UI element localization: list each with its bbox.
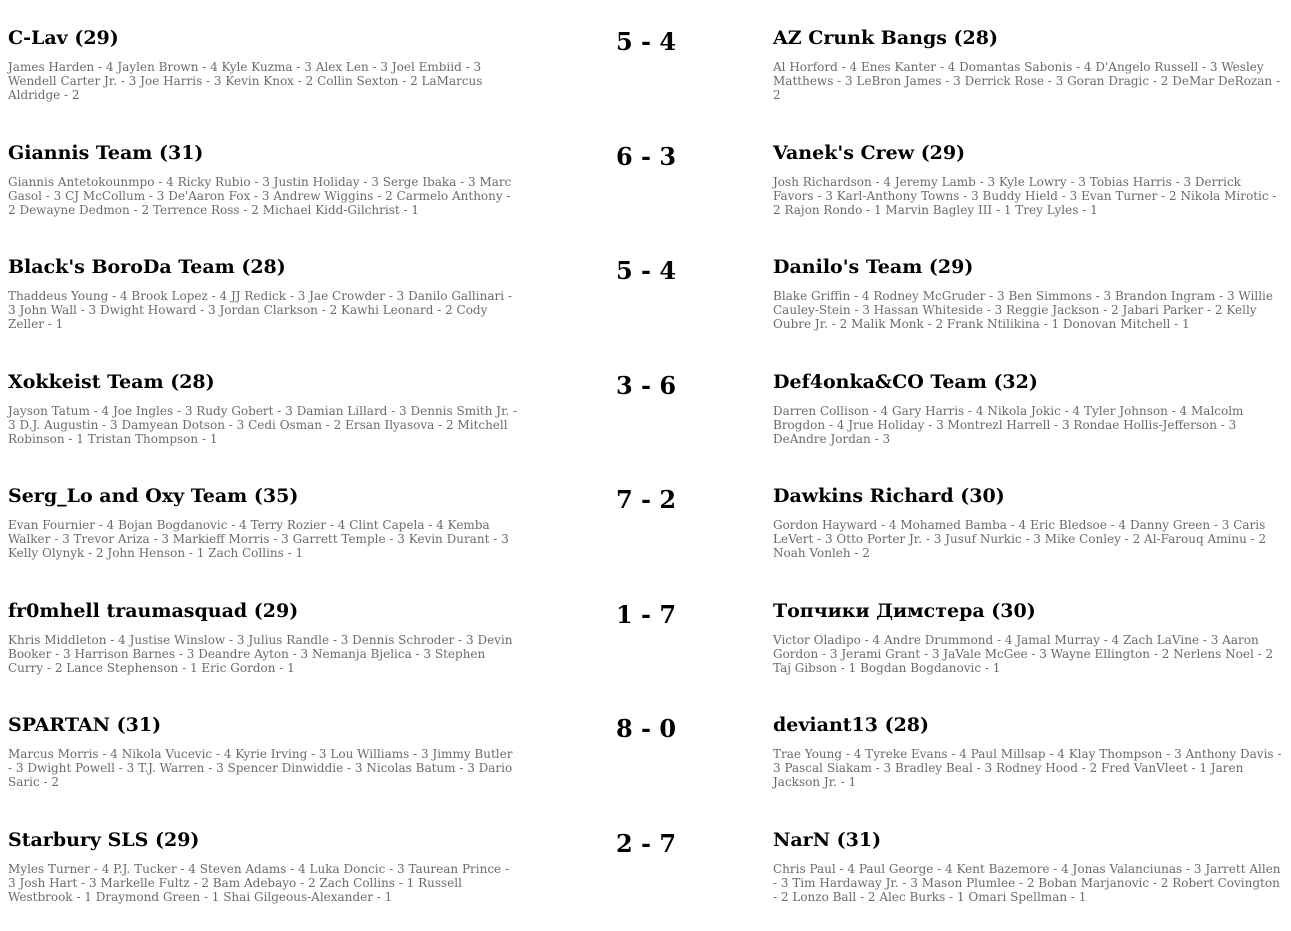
home-team-roster: Marcus Morris - 4 Nikola Vucevic - 4 Kyrie Irving - 3 Lou Williams - 3 Jimmy Butler - 3 Dwight Powell - 3 T.J. Warren - 3 Spencer Dinwiddie - 3 Nicolas Batum - 3 Dario Saric - 2 [8,747,513,789]
away-team-roster: Victor Oladipo - 4 Andre Drummond - 4 Jamal Murray - 4 Zach LaVine - 3 Aaron Gordon - 3 Jerami Grant - 3 JaVale McGee - 3 Wayne Ellington - 2 Nerlens Noel - 2 Taj Gibson - 1 Bogdan Bogdanovic - 1 [773,632,1274,675]
home-team-roster: Myles Turner - 4 P.J. Tucker - 4 Steven Adams - 4 Luka Doncic - 3 Taurean Prince - 3 Josh Hart - 3 Markelle Fultz - 2 Bam Adebayo - 2 Zach Collins - 1 Russell Westbrook - 1 Draymond Green - 1 Shai Gilgeous-Alexander - 1 [8,861,510,904]
home-team [8,711,520,789]
matchup-row [0,802,1291,917]
home-team [8,368,520,446]
away-team-roster: Gordon Hayward - 4 Mohamed Bamba - 4 Eric Bledsoe - 4 Danny Green - 3 Caris LeVert - 3 Otto Porter Jr. - 3 Jusuf Nurkic - 3 Mike Conley - 2 Al-Farouq Aminu - 2 Noah Vonleh - 2 [773,518,1267,560]
matchup-score: 1 - 7 [615,599,677,629]
matchup-score: 5 - 4 [615,27,677,56]
matchup-score: 2 - 7 [615,828,677,858]
away-team-roster: Blake Griffin - 4 Rodney McGruder - 3 Ben Simmons - 3 Brandon Ingram - 3 Willie Cauley-Stein - 3 Hassan Whiteside - 3 Reggie Jackson - 2 Jabari Parker - 2 Kelly Oubre Jr. - 2 Malik Monk - 2 Frank Ntilikina - 1 Donovan Mitchell - 1 [773,289,1273,331]
away-team-roster: Al Horford - 4 Enes Kanter - 4 Domantas Sabonis - 4 D'Angelo Russell - 3 Wesley Matthews - 3 LeBron James - 3 Derrick Rose - 3 Goran Dragic - 2 DeMar DeRozan - 2 [773,60,1280,102]
away-team-name: Dawkins Richard (30) [773,485,1005,507]
away-team-roster: Josh Richardson - 4 Jeremy Lamb - 3 Kyle Lowry - 3 Tobias Harris - 3 Derrick Favors - 3 Karl-Anthony Towns - 3 Buddy Hield - 3 Evan Turner - 2 Nikola Mirotic - 2 Rajon Rondo - 1 Marvin Bagley III - 1 Trey Lyles - 1 [773,174,1277,217]
matchup-score: 3 - 6 [615,370,677,400]
matchup-score: 7 - 2 [615,485,677,514]
away-team-roster: Trae Young - 4 Tyreke Evans - 4 Paul Millsap - 4 Klay Thompson - 3 Anthony Davis - 3 Pascal Siakam - 3 Bradley Beal - 3 Rodney Hood - 2 Fred VanVleet - 1 Jaren Jackson Jr. - 1 [773,747,1282,789]
home-team [8,24,520,102]
away-team [773,711,1285,789]
away-team-name: deviant13 (28) [773,714,930,736]
matchup-score: 8 - 0 [615,714,677,743]
home-team-roster: Evan Fournier - 4 Bojan Bogdanovic - 4 Terry Rozier - 4 Clint Capela - 4 Kemba Walker - 3 Trevor Ariza - 3 Markieff Morris - 3 Garrett Temple - 3 Kevin Durant - 3 Kelly Olynyk - 2 John Henson - 1 Zach Collins - 1 [8,518,509,560]
matchup-score: 6 - 3 [615,141,677,171]
matchup-row [0,573,1291,688]
away-team-name: Danilo's Team (29) [773,256,974,278]
away-team-roster: Darren Collison - 4 Gary Harris - 4 Nikola Jokic - 4 Tyler Johnson - 4 Malcolm Brogdon - 4 Jrue Holiday - 3 Montrezl Harrell - 3 Rondae Hollis-Jefferson - 3 DeAndre Jordan - 3 [773,403,1244,446]
away-team-name: Def4onka&CO Team (32) [773,370,1038,393]
matchup-row [0,344,1291,459]
home-team-name: fr0mhell traumasquad (29) [8,599,299,622]
away-team-name: Топчики Димстера (30) [773,599,1036,622]
away-team [773,24,1285,102]
away-team [773,597,1285,675]
home-team-roster: Jayson Tatum - 4 Joe Ingles - 3 Rudy Gobert - 3 Damian Lillard - 3 Dennis Smith Jr. - 3 D.J. Augustin - 3 Damyean Dotson - 3 Cedi Osman - 2 Ersan Ilyasova - 2 Mitchell Robinson - 1 Tristan Thompson - 1 [8,403,518,446]
home-team [8,139,520,217]
home-team-name: Black's BoroDa Team (28) [8,256,286,278]
away-team-roster: Chris Paul - 4 Paul George - 4 Kent Bazemore - 4 Jonas Valanciunas - 3 Jarrett Allen - 3 Tim Hardaway Jr. - 3 Mason Plumlee - 2 Boban Marjanovic - 2 Robert Covington - 2 Lonzo Ball - 2 Alec Burks - 1 Omari Spellman - 1 [773,861,1281,904]
away-team [773,253,1285,331]
home-team [8,482,520,560]
home-team-roster: Thaddeus Young - 4 Brook Lopez - 4 JJ Redick - 3 Jae Crowder - 3 Danilo Gallinari - 3 John Wall - 3 Dwight Howard - 3 Jordan Clarkson - 2 Kawhi Leonard - 2 Cody Zeller - 1 [8,289,512,331]
home-team-roster: Giannis Antetokounmpo - 4 Ricky Rubio - 3 Justin Holiday - 3 Serge Ibaka - 3 Marc Gasol - 3 CJ McCollum - 3 De'Aaron Fox - 3 Andrew Wiggins - 2 Carmelo Anthony - 2 Dewayne Dedmon - 2 Terrence Ross - 2 Michael Kidd-Gilchrist - 1 [8,174,512,217]
away-team [773,139,1285,217]
away-team-name: Vanek's Crew (29) [773,141,966,164]
away-team [773,826,1285,904]
home-team-roster: Khris Middleton - 4 Justise Winslow - 3 Julius Randle - 3 Dennis Schroder - 3 Devin Booker - 3 Harrison Barnes - 3 Deandre Ayton - 3 Nemanja Bjelica - 3 Stephen Curry - 2 Lance Stephenson - 1 Eric Gordon - 1 [8,632,513,675]
home-team-name: Xokkeist Team (28) [8,370,215,393]
matchup-row [0,458,1291,573]
home-team-name: Giannis Team (31) [8,141,204,164]
home-team-name: Starbury SLS (29) [8,828,200,851]
home-team-roster: James Harden - 4 Jaylen Brown - 4 Kyle Kuzma - 3 Alex Len - 3 Joel Embiid - 3 Wendell Carter Jr. - 3 Joe Harris - 3 Kevin Knox - 2 Collin Sexton - 2 LaMarcus Aldridge - 2 [8,60,483,102]
away-team [773,368,1285,446]
matchup-row [0,687,1291,802]
home-team-name: Serg_Lo and Oxy Team (35) [8,485,299,507]
home-team [8,253,520,331]
matchup-row [0,229,1291,344]
matchup-row [0,0,1291,115]
away-team-name: NarN (31) [773,828,882,851]
home-team [8,597,520,675]
home-team-name: SPARTAN (31) [8,714,162,736]
matchup-row [0,115,1291,230]
matchup-score: 5 - 4 [615,256,677,285]
away-team [773,482,1285,560]
home-team-name: C-Lav (29) [8,27,119,49]
home-team [8,826,520,904]
away-team-name: AZ Crunk Bangs (28) [773,27,998,49]
